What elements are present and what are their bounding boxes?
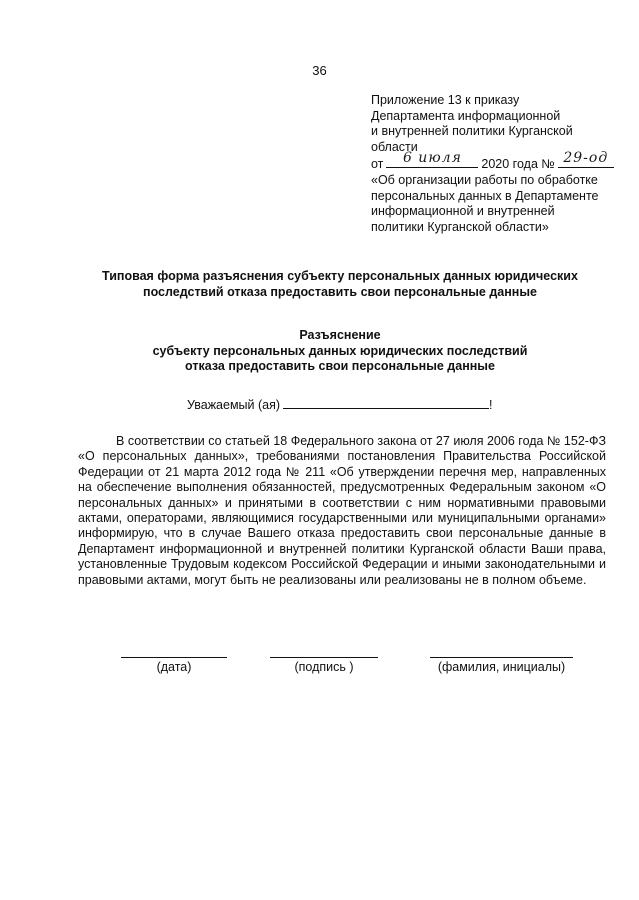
date-blank	[386, 150, 478, 168]
page-number: 36	[312, 63, 327, 78]
appendix-line-1: Приложение 13 к приказу	[371, 93, 520, 107]
signature-label: (подпись )	[294, 660, 354, 674]
appendix-line-4: области	[371, 139, 418, 154]
appendix-line-3: и внутренней политики Курганской	[371, 124, 573, 139]
body-paragraph: В соответствии со статьей 18 Федерального закона от 27 июля 2006 года № 152-ФЗ «О персональных данных», требованиями постановления Правительства Российской Федерации от 21 марта 2012 года № 211 «Об утверждении перечня мер, направленных на обеспечение выполнения обязанностей, предусмотренных Федеральным законом «О персональных данных» и принятыми в соответствии с ним нормативными правовыми актами, операторами, являющимися государственными или муниципальными органами» информирую, что в случае Вашего отказа предоставить свои персональные данные в Департамент информационной и внутренней политики Курганской области Ваши права, установленные Трудовым кодексом Российской Федерации и иными законодательными и правовыми актами, могут быть не реализованы или реализованы не в полном объеме.	[78, 434, 606, 587]
addressee-name-blank[interactable]	[283, 396, 489, 409]
heading-line-1: Разъяснение	[299, 328, 381, 342]
date-label: (дата)	[156, 660, 192, 674]
number-blank	[558, 150, 614, 168]
explanation-body	[78, 434, 606, 588]
document-heading	[40, 328, 639, 375]
date-prefix: от	[371, 157, 384, 172]
name-label: (фамилия, инициалы)	[437, 660, 566, 674]
name-signature-line[interactable]	[430, 657, 573, 658]
heading-line-2: субъекту персональных данных юридических последствий	[152, 343, 528, 358]
handwritten-date: 6 июля	[402, 150, 462, 167]
salutation-end: !	[489, 398, 493, 412]
order-title-line-1: «Об организации работы по обработке	[371, 172, 598, 187]
form-title	[40, 268, 639, 300]
order-title-line-2: персональных данных в Департаменте	[371, 188, 599, 203]
heading-line-3: отказа предоставить свои персональные данные	[185, 359, 495, 373]
signature-line[interactable]	[270, 657, 378, 658]
appendix-line-2: Департамента информационной	[371, 108, 561, 123]
handwritten-number: 29-од	[563, 150, 609, 167]
appendix-date-line	[371, 150, 621, 173]
salutation	[187, 396, 493, 412]
order-title-line-4: политики Курганской области»	[371, 219, 549, 234]
form-title-line-1: Типовая форма разъяснения субъекту персональных данных юридических	[102, 269, 578, 283]
order-title-line-3: информационной и внутренней	[371, 204, 555, 219]
date-signature-line[interactable]	[121, 657, 227, 658]
appendix-block	[371, 93, 621, 235]
form-title-line-2: последствий отказа предоставить свои персональные данные	[143, 285, 537, 299]
year-text: 2020 года №	[481, 157, 555, 172]
salutation-text: Уважаемый (ая)	[187, 398, 281, 412]
